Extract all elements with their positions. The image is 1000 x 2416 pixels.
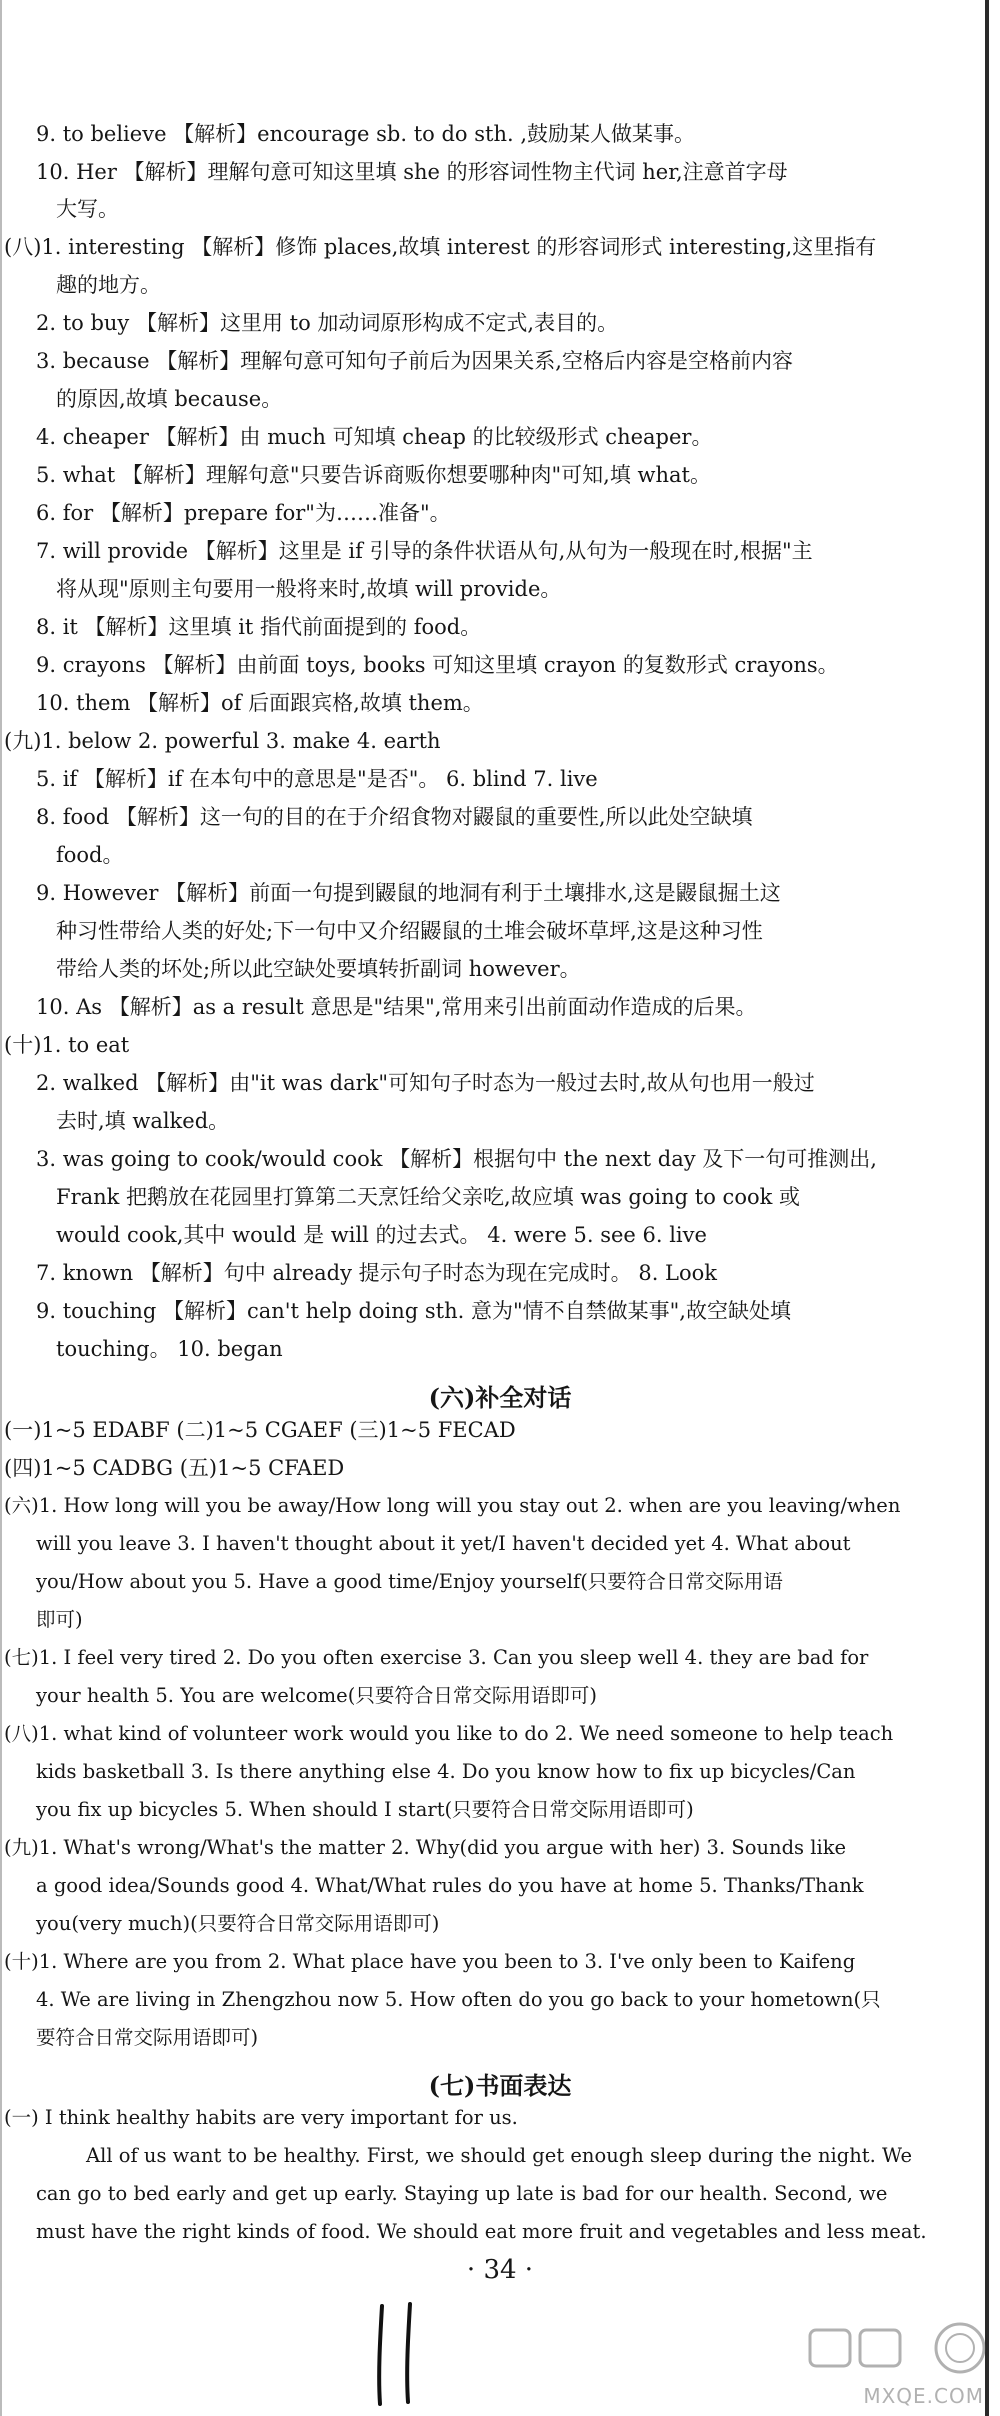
answer-line: 8. it 【解析】这里填 it 指代前面提到的 food。	[36, 615, 482, 639]
watermark-icon	[800, 2316, 990, 2386]
answer-line: 10. them 【解析】of 后面跟宾格,故填 them。	[36, 691, 484, 715]
answer-line: 10. As 【解析】as a result 意思是"结果",常用来引出前面动作造成的后果。	[36, 995, 757, 1019]
answer-line: (七)1. I feel very tired 2. Do you often exercise 3. Can you sleep well 4. they are bad for	[4, 1646, 869, 1669]
section-heading: (六)补全对话	[428, 1383, 572, 1412]
answer-line: 4. cheaper 【解析】由 much 可知填 cheap 的比较级形式 cheaper。	[36, 425, 713, 449]
answer-line: 8. food 【解析】这一句的目的在于介绍食物对鼹鼠的重要性,所以此处空缺填	[36, 805, 753, 829]
answer-line: (十)1. to eat	[4, 1033, 130, 1057]
answer-line: (八)1. what kind of volunteer work would you like to do 2. We need someone to help teach	[4, 1722, 894, 1745]
answer-line: (一)1~5 EDABF (二)1~5 CGAEF (三)1~5 FECAD	[4, 1418, 516, 1442]
answer-line: 2. walked 【解析】由"it was dark"可知句子时态为一般过去时,故从句也用一般过	[36, 1071, 815, 1095]
answer-line: (九)1. below 2. powerful 3. make 4. earth	[4, 729, 441, 753]
watermark-logo	[800, 2316, 990, 2412]
answer-line: 3. because 【解析】理解句意可知句子前后为因果关系,空格后内容是空格前内容	[36, 349, 793, 373]
answer-line: 去时,填 walked。	[56, 1109, 230, 1133]
answer-line: touching。 10. began	[56, 1337, 283, 1361]
answer-line: 大写。	[56, 197, 119, 221]
answer-line: food。	[56, 843, 124, 867]
answer-line: 9. crayons 【解析】由前面 toys, books 可知这里填 crayon 的复数形式 crayons。	[36, 653, 839, 677]
answer-line: 10. Her 【解析】理解句意可知这里填 she 的形容词性物主代词 her,注意首字母	[36, 160, 788, 184]
answer-line: (八)1. interesting 【解析】修饰 places,故填 interest 的形容词形式 interesting,这里指有	[4, 235, 877, 259]
answer-line: (十)1. Where are you from 2. What place have you been to 3. I've only been to Kaifeng	[4, 1950, 856, 1973]
answer-line: you fix up bicycles 5. When should I start(只要符合日常交际用语即可)	[36, 1798, 694, 1821]
essay-line: can go to bed early and get up early. Staying up late is bad for our health. Second, we	[36, 2182, 888, 2205]
answer-line: Frank 把鹅放在花园里打算第二天烹饪给父亲吃,故应填 was going to cook 或	[56, 1185, 801, 1209]
page-number: · 34 ·	[466, 2255, 534, 2285]
handwritten-mark	[368, 2300, 428, 2410]
answer-line: 的原因,故填 because。	[56, 387, 283, 411]
answer-line: 2. to buy 【解析】这里用 to 加动词原形构成不定式,表目的。	[36, 311, 619, 335]
section-heading: (七)书面表达	[428, 2071, 572, 2100]
answer-line: (六)1. How long will you be away/How long will you stay out 2. when are you leaving/when	[4, 1494, 901, 1517]
answer-line: your health 5. You are welcome(只要符合日常交际用语即可)	[36, 1684, 597, 1707]
answer-line: 7. known 【解析】句中 already 提示句子时态为现在完成时。 8. Look	[36, 1261, 718, 1285]
scan-edge-left	[0, 0, 2, 2416]
answer-line: 种习性带给人类的好处;下一句中又介绍鼹鼠的土堆会破坏草坪,这是这种习性	[56, 919, 763, 943]
answer-line: 3. was going to cook/would cook 【解析】根据句中 the next day 及下一句可推测出,	[36, 1147, 877, 1171]
answer-line: will you leave 3. I haven't thought about it yet/I haven't decided yet 4. What about	[36, 1532, 851, 1555]
essay-line: (一) I think healthy habits are very important for us.	[4, 2106, 518, 2129]
answer-line: 要符合日常交际用语即可)	[36, 2026, 259, 2049]
answer-line: (四)1~5 CADBG (五)1~5 CFAED	[4, 1456, 345, 1480]
answer-line: a good idea/Sounds good 4. What/What rules do you have at home 5. Thanks/Thank	[36, 1874, 864, 1897]
answer-line: 9. touching 【解析】can't help doing sth. 意为"情不自禁做某事",故空缺处填	[36, 1299, 791, 1323]
answer-line: 5. what 【解析】理解句意"只要告诉商贩你想要哪种肉"可知,填 what。	[36, 463, 711, 487]
answer-line: you(very much)(只要符合日常交际用语即可)	[36, 1912, 440, 1935]
essay-line: must have the right kinds of food. We should eat more fruit and vegetables and less meat.	[36, 2220, 927, 2243]
answer-line: 7. will provide 【解析】这里是 if 引导的条件状语从句,从句为一般现在时,根据"主	[36, 539, 813, 563]
scan-edge-right	[985, 0, 989, 2416]
answer-line: 5. if 【解析】if 在本句中的意思是"是否"。 6. blind 7. live	[36, 767, 598, 791]
essay-line: All of us want to be healthy. First, we should get enough sleep during the night. We	[86, 2144, 913, 2167]
answer-line: 9. However 【解析】前面一句提到鼹鼠的地洞有利于土壤排水,这是鼹鼠掘土这	[36, 881, 781, 905]
answer-line: 将从现"原则主句要用一般将来时,故填 will provide。	[56, 577, 562, 601]
answer-line: 即可)	[36, 1608, 83, 1631]
answer-line: 趣的地方。	[56, 273, 161, 297]
answer-line: you/How about you 5. Have a good time/Enjoy yourself(只要符合日常交际用语	[36, 1570, 783, 1593]
answer-line: would cook,其中 would 是 will 的过去式。 4. were 5. see 6. live	[56, 1223, 707, 1247]
answer-line: kids basketball 3. Is there anything else 4. Do you know how to fix up bicycles/Can	[36, 1760, 856, 1783]
answer-line: 6. for 【解析】prepare for"为……准备"。	[36, 501, 451, 525]
answer-line: 4. We are living in Zhengzhou now 5. How often do you go back to your hometown(只	[36, 1988, 881, 2011]
watermark-text: MXQE.COM	[863, 2384, 984, 2408]
answer-line: (九)1. What's wrong/What's the matter 2. Why(did you argue with her) 3. Sounds like	[4, 1836, 847, 1859]
answer-line: 9. to believe 【解析】encourage sb. to do sth. ,鼓励某人做某事。	[36, 122, 696, 146]
answer-line: 带给人类的坏处;所以此空缺处要填转折副词 however。	[56, 957, 581, 981]
